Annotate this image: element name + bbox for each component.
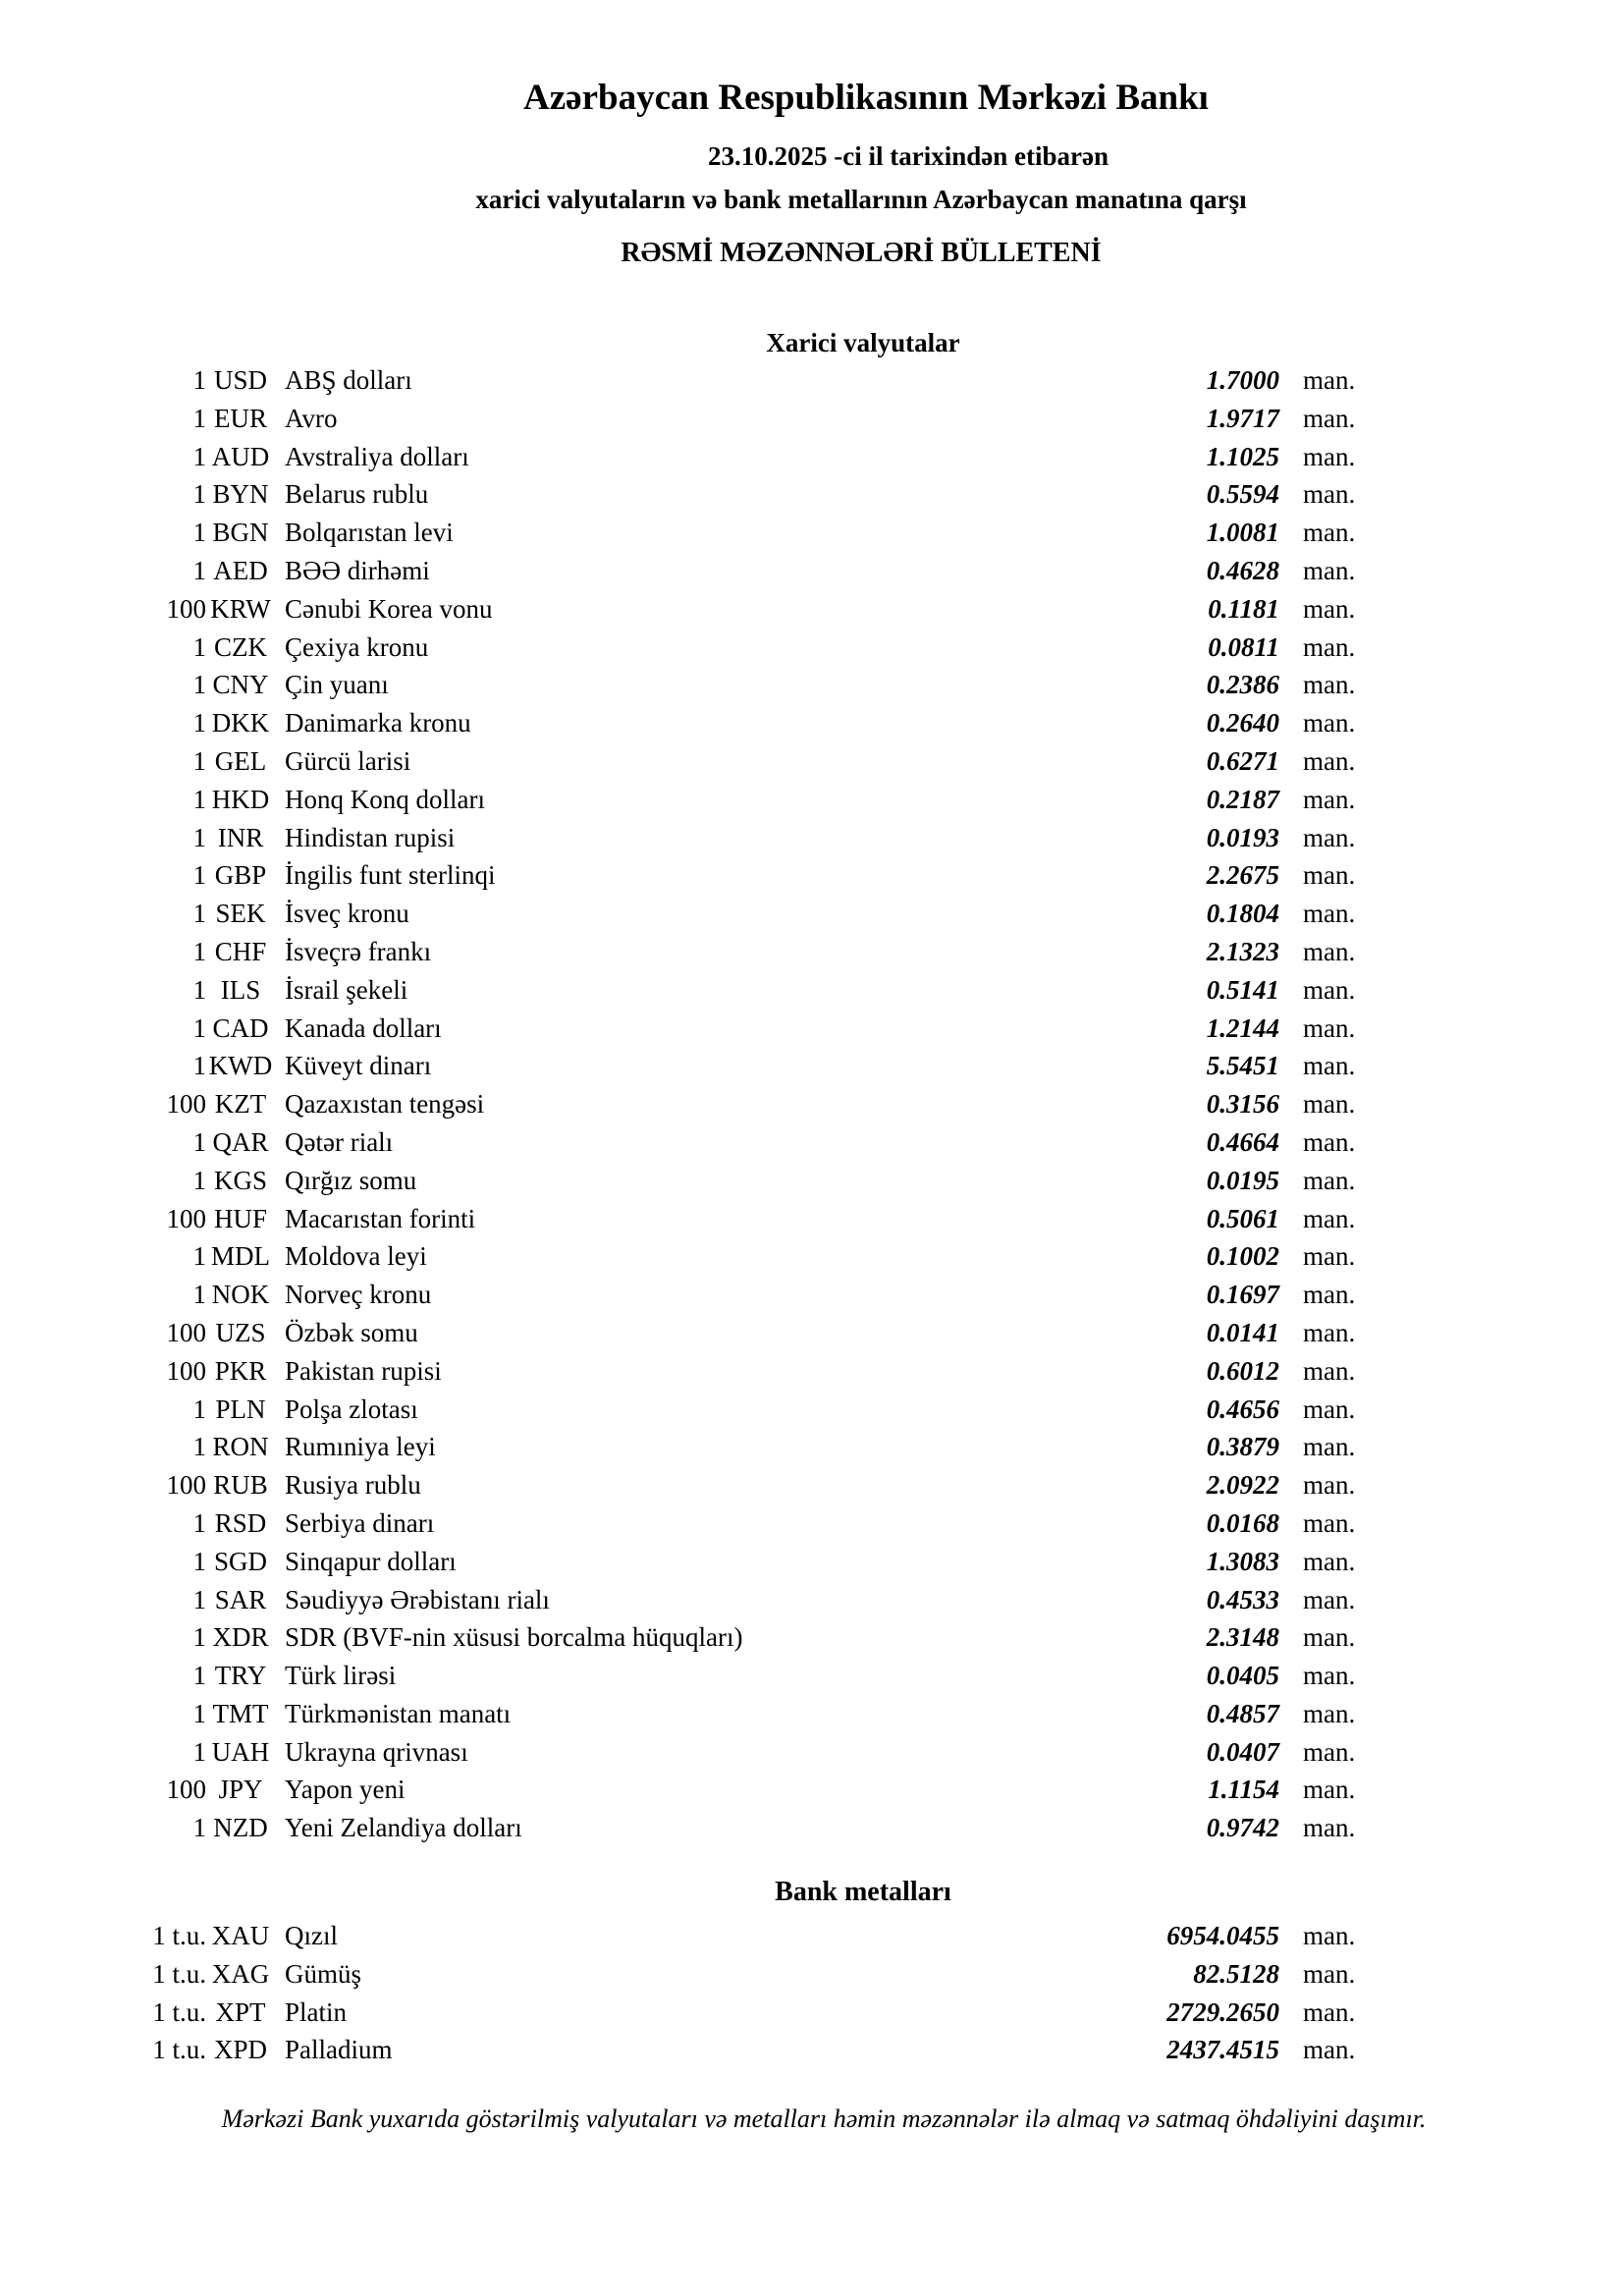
name-cell: İsrail şekeli <box>285 974 408 1005</box>
qty-cell: 1 <box>192 784 206 814</box>
qty-cell: 1 t.u. <box>152 1996 206 2027</box>
rate-cell: 0.6271 <box>1206 745 1279 776</box>
rate-cell: 0.4857 <box>1206 1698 1279 1728</box>
qty-cell: 1 <box>192 1241 206 1272</box>
table-row <box>0 1200 1365 1238</box>
code-cell: RSD <box>214 1507 267 1538</box>
currency-table <box>0 361 1365 1847</box>
code-cell: EUR <box>214 403 267 433</box>
table-row <box>0 1733 1365 1772</box>
code-cell: SAR <box>214 1584 267 1614</box>
unit-cell: man. <box>1303 1775 1356 1805</box>
name-cell: Gürcü larisi <box>285 745 411 776</box>
table-row <box>0 971 1365 1010</box>
qty-cell: 1 t.u. <box>152 1958 206 1989</box>
rate-cell: 1.1025 <box>1206 441 1279 471</box>
qty-cell: 1 <box>192 822 206 852</box>
qty-cell: 1 <box>192 1432 206 1462</box>
name-cell: Platin <box>285 1996 348 2027</box>
rate-cell: 0.1697 <box>1206 1280 1279 1310</box>
unit-cell: man. <box>1303 1051 1356 1081</box>
qty-cell: 1 <box>192 1661 206 1691</box>
effective-date-line: 23.10.2025 -ci il tarixindən etibarən <box>708 141 1109 171</box>
qty-cell: 1 <box>192 899 206 929</box>
unit-cell: man. <box>1303 899 1356 929</box>
code-cell: BGN <box>212 518 269 548</box>
qty-cell: 1 <box>192 1051 206 1081</box>
code-cell: TMT <box>212 1698 269 1728</box>
table-row <box>0 1581 1365 1619</box>
name-cell: Bolqarıstan levi <box>285 518 454 548</box>
rate-cell: 6954.0455 <box>1166 1921 1279 1950</box>
name-cell: Yeni Zelandiya dolları <box>285 1813 522 1843</box>
rate-cell: 2.0922 <box>1206 1470 1279 1501</box>
unit-cell: man. <box>1303 1661 1356 1691</box>
rate-cell: 82.5128 <box>1193 1958 1279 1989</box>
rate-cell: 0.4628 <box>1206 555 1279 585</box>
qty-cell: 1 <box>192 860 206 891</box>
code-cell: AED <box>213 555 268 585</box>
unit-cell: man. <box>1303 1280 1356 1310</box>
qty-cell: 1 <box>192 1584 206 1614</box>
unit-cell: man. <box>1303 1317 1356 1347</box>
name-cell: Moldova leyi <box>285 1241 427 1272</box>
rate-cell: 0.4533 <box>1206 1584 1279 1614</box>
qty-cell: 1 <box>192 1698 206 1728</box>
table-row <box>0 1543 1365 1581</box>
rate-cell: 2.2675 <box>1206 860 1279 891</box>
name-cell: İsveçrə frankı <box>285 936 432 966</box>
name-cell: Avro <box>285 403 338 433</box>
unit-cell: man. <box>1303 1203 1356 1233</box>
qty-cell: 1 <box>192 1507 206 1538</box>
name-cell: Yapon yeni <box>285 1775 406 1805</box>
qty-cell: 1 <box>192 1165 206 1195</box>
qty-cell: 1 <box>192 974 206 1005</box>
code-cell: GEL <box>214 745 267 776</box>
code-cell: SEK <box>215 899 266 929</box>
qty-cell: 1 <box>192 365 206 395</box>
qty-cell: 100 <box>166 593 206 624</box>
table-row <box>0 1123 1365 1162</box>
rate-cell: 2.1323 <box>1206 936 1279 966</box>
rate-cell: 0.1804 <box>1206 899 1279 929</box>
qty-cell: 1 <box>192 555 206 585</box>
unit-cell: man. <box>1303 1622 1356 1653</box>
qty-cell: 1 t.u. <box>152 2035 206 2065</box>
name-cell: Rusiya rublu <box>285 1470 421 1501</box>
unit-cell: man. <box>1303 1126 1356 1157</box>
code-cell: KGS <box>213 1165 267 1195</box>
code-cell: KWD <box>208 1051 273 1081</box>
rate-cell: 0.2640 <box>1206 708 1279 738</box>
qty-cell: 100 <box>166 1775 206 1805</box>
qty-cell: 100 <box>166 1470 206 1501</box>
table-row <box>0 514 1365 552</box>
code-cell: UAH <box>211 1736 270 1767</box>
table-row <box>0 1047 1365 1085</box>
name-cell: Macarıstan forinti <box>285 1203 476 1233</box>
rate-cell: 0.9742 <box>1206 1813 1279 1843</box>
unit-cell: man. <box>1303 1736 1356 1767</box>
code-cell: MDL <box>211 1241 270 1272</box>
qty-cell: 1 <box>192 1280 206 1310</box>
code-cell: RON <box>212 1432 269 1462</box>
table-row <box>0 933 1365 971</box>
name-cell: Kanada dolları <box>285 1012 442 1043</box>
table-row <box>0 666 1365 704</box>
table-row <box>0 1237 1365 1276</box>
qty-cell: 1 <box>192 479 206 510</box>
table-row <box>0 1695 1365 1733</box>
name-cell: Rumıniya leyi <box>285 1432 436 1462</box>
rate-cell: 0.1181 <box>1208 593 1279 624</box>
table-row <box>0 629 1365 667</box>
unit-cell: man. <box>1303 708 1356 738</box>
code-cell: INR <box>217 822 264 852</box>
name-cell: Hindistan rupisi <box>285 822 456 852</box>
code-cell: NZD <box>213 1813 268 1843</box>
table-row <box>0 552 1365 590</box>
table-row <box>0 1314 1365 1352</box>
table-row <box>0 400 1365 438</box>
table-row <box>0 1657 1365 1695</box>
unit-cell: man. <box>1303 479 1356 510</box>
code-cell: XAG <box>211 1958 270 1989</box>
name-cell: Türk lirəsi <box>285 1661 397 1691</box>
code-cell: TRY <box>214 1661 267 1691</box>
name-cell: Palladium <box>285 2035 393 2065</box>
table-row <box>0 2031 1365 2069</box>
unit-cell: man. <box>1303 403 1356 433</box>
table-row <box>0 742 1365 781</box>
table-row <box>0 1917 1365 1955</box>
rate-cell: 0.5594 <box>1206 479 1279 510</box>
code-cell: UZS <box>215 1317 266 1347</box>
unit-cell: man. <box>1303 1012 1356 1043</box>
unit-cell: man. <box>1303 670 1356 700</box>
table-row <box>0 1618 1365 1657</box>
table-row <box>0 1162 1365 1200</box>
qty-cell: 1 <box>192 1394 206 1424</box>
unit-cell: man. <box>1303 1432 1356 1462</box>
qty-cell: 1 <box>192 1736 206 1767</box>
unit-cell: man. <box>1303 555 1356 585</box>
code-cell: ILS <box>220 974 261 1005</box>
unit-cell: man. <box>1303 365 1356 395</box>
unit-cell: man. <box>1303 860 1356 891</box>
rate-cell: 0.3879 <box>1206 1432 1279 1462</box>
unit-cell: man. <box>1303 518 1356 548</box>
code-cell: CZK <box>214 631 267 662</box>
qty-cell: 1 <box>192 936 206 966</box>
name-cell: Serbiya dinarı <box>285 1507 435 1538</box>
rate-cell: 0.6012 <box>1206 1355 1279 1386</box>
name-cell: Türkmənistan manatı <box>285 1698 512 1728</box>
unit-cell: man. <box>1303 1996 1356 2027</box>
qty-cell: 1 t.u. <box>152 1921 206 1950</box>
table-row <box>0 781 1365 819</box>
unit-cell: man. <box>1303 2035 1356 2065</box>
unit-cell: man. <box>1303 1698 1356 1728</box>
section-title-metals: Bank metalları <box>775 1877 951 1907</box>
name-cell: Polşa zlotası <box>285 1394 418 1424</box>
table-row <box>0 819 1365 857</box>
table-row <box>0 1391 1365 1429</box>
rate-cell: 5.5451 <box>1206 1051 1279 1081</box>
table-row <box>0 1352 1365 1391</box>
code-cell: PKR <box>214 1355 267 1386</box>
name-cell: ABŞ dolları <box>285 365 412 395</box>
code-cell: CAD <box>212 1012 269 1043</box>
name-cell: Danimarka kronu <box>285 708 471 738</box>
code-cell: KZT <box>214 1089 267 1120</box>
qty-cell: 100 <box>166 1355 206 1386</box>
name-cell: Cənubi Korea vonu <box>285 593 493 624</box>
unit-cell: man. <box>1303 593 1356 624</box>
rate-cell: 1.0081 <box>1206 518 1279 548</box>
code-cell: XDR <box>212 1622 269 1653</box>
unit-cell: man. <box>1303 1584 1356 1614</box>
code-cell: HKD <box>211 784 270 814</box>
metals-table <box>0 1917 1365 2069</box>
name-cell: Gümüş <box>285 1958 362 1989</box>
unit-cell: man. <box>1303 1470 1356 1501</box>
table-row <box>0 475 1365 514</box>
page-title: Azərbaycan Respublikasının Mərkəzi Bankı <box>523 78 1209 118</box>
unit-cell: man. <box>1303 1241 1356 1272</box>
qty-cell: 1 <box>192 1622 206 1653</box>
unit-cell: man. <box>1303 441 1356 471</box>
code-cell: CNY <box>212 670 269 700</box>
code-cell: XPT <box>215 1996 266 2027</box>
qty-cell: 1 <box>192 631 206 662</box>
unit-cell: man. <box>1303 1089 1356 1120</box>
code-cell: XPD <box>213 2035 267 2065</box>
name-cell: Ukrayna qrivnası <box>285 1736 468 1767</box>
table-row <box>0 438 1365 476</box>
obligation-note: Mərkəzi Bank yuxarıda göstərilmiş valyutaları və metalları həmin məzənnələr ilə almaq və satmaq öhdəliyini daşımır. <box>221 2105 1427 2133</box>
name-cell: Küveyt dinarı <box>285 1051 432 1081</box>
table-row <box>0 856 1365 895</box>
name-cell: Səudiyyə Ərəbistanı rialı <box>285 1584 550 1614</box>
rate-cell: 0.0405 <box>1206 1661 1279 1691</box>
qty-cell: 1 <box>192 1813 206 1843</box>
rate-cell: 1.7000 <box>1206 365 1279 395</box>
unit-cell: man. <box>1303 1921 1356 1950</box>
code-cell: PLN <box>215 1394 266 1424</box>
unit-cell: man. <box>1303 1355 1356 1386</box>
name-cell: Honq Konq dolları <box>285 784 485 814</box>
code-cell: JPY <box>218 1775 263 1805</box>
qty-cell: 1 <box>192 1126 206 1157</box>
rate-cell: 0.0168 <box>1206 1507 1279 1538</box>
name-cell: Çin yuanı <box>285 670 389 700</box>
rate-cell: 2729.2650 <box>1166 1996 1279 2027</box>
qty-cell: 1 <box>192 708 206 738</box>
unit-cell: man. <box>1303 974 1356 1005</box>
rate-cell: 2.3148 <box>1206 1622 1279 1653</box>
code-cell: SGD <box>213 1546 267 1576</box>
unit-cell: man. <box>1303 1165 1356 1195</box>
qty-cell: 1 <box>192 1012 206 1043</box>
name-cell: Qızıl <box>285 1921 338 1950</box>
table-row <box>0 590 1365 629</box>
rate-cell: 0.5141 <box>1206 974 1279 1005</box>
table-row <box>0 1809 1365 1847</box>
name-cell: SDR (BVF-nin xüsusi borcalma hüquqları) <box>285 1622 743 1653</box>
table-row <box>0 1504 1365 1543</box>
table-row <box>0 895 1365 933</box>
code-cell: RUB <box>213 1470 268 1501</box>
table-row <box>0 1276 1365 1314</box>
code-cell: XAU <box>211 1921 270 1950</box>
table-row <box>0 1428 1365 1466</box>
rate-cell: 1.2144 <box>1206 1012 1279 1043</box>
rate-cell: 0.0141 <box>1206 1317 1279 1347</box>
table-row <box>0 1771 1365 1809</box>
qty-cell: 100 <box>166 1089 206 1120</box>
rate-cell: 0.5061 <box>1206 1203 1279 1233</box>
rate-cell: 0.1002 <box>1206 1241 1279 1272</box>
rate-cell: 0.0195 <box>1206 1165 1279 1195</box>
qty-cell: 100 <box>166 1203 206 1233</box>
name-cell: Norveç kronu <box>285 1280 432 1310</box>
table-row <box>0 1010 1365 1048</box>
qty-cell: 1 <box>192 441 206 471</box>
table-row <box>0 1085 1365 1123</box>
code-cell: DKK <box>211 708 270 738</box>
code-cell: USD <box>213 365 267 395</box>
name-cell: Sinqapur dolları <box>285 1546 457 1576</box>
rate-cell: 0.3156 <box>1206 1089 1279 1120</box>
subtitle: xarici valyutaların və bank metallarının Azərbaycan manatına qarşı <box>475 185 1247 214</box>
qty-cell: 100 <box>166 1317 206 1347</box>
rate-cell: 0.4656 <box>1206 1394 1279 1424</box>
unit-cell: man. <box>1303 1813 1356 1843</box>
name-cell: Pakistan rupisi <box>285 1355 442 1386</box>
code-cell: GBP <box>214 860 267 891</box>
code-cell: QAR <box>212 1126 269 1157</box>
qty-cell: 1 <box>192 518 206 548</box>
rate-cell: 0.0193 <box>1206 822 1279 852</box>
unit-cell: man. <box>1303 822 1356 852</box>
unit-cell: man. <box>1303 1507 1356 1538</box>
section-title-currencies: Xarici valyutalar <box>766 328 960 357</box>
rate-cell: 2437.4515 <box>1166 2035 1279 2065</box>
unit-cell: man. <box>1303 936 1356 966</box>
name-cell: Qırğız somu <box>285 1165 417 1195</box>
name-cell: Belarus rublu <box>285 479 429 510</box>
unit-cell: man. <box>1303 745 1356 776</box>
table-row <box>0 1994 1365 2032</box>
code-cell: KRW <box>210 593 271 624</box>
table-row <box>0 704 1365 742</box>
name-cell: İngilis funt sterlinqi <box>285 860 496 891</box>
name-cell: BƏƏ dirhəmi <box>285 555 430 585</box>
unit-cell: man. <box>1303 1394 1356 1424</box>
unit-cell: man. <box>1303 1958 1356 1989</box>
name-cell: Özbək somu <box>285 1317 418 1347</box>
code-cell: AUD <box>211 441 270 471</box>
rate-cell: 0.2386 <box>1206 670 1279 700</box>
name-cell: Çexiya kronu <box>285 631 429 662</box>
qty-cell: 1 <box>192 1546 206 1576</box>
unit-cell: man. <box>1303 784 1356 814</box>
rate-cell: 1.3083 <box>1206 1546 1279 1576</box>
rate-cell: 0.0407 <box>1206 1736 1279 1767</box>
rate-cell: 0.0811 <box>1208 631 1279 662</box>
code-cell: HUF <box>213 1203 267 1233</box>
unit-cell: man. <box>1303 1546 1356 1576</box>
name-cell: Avstraliya dolları <box>285 441 469 471</box>
qty-cell: 1 <box>192 745 206 776</box>
table-row <box>0 1955 1365 1994</box>
rate-cell: 1.9717 <box>1206 403 1279 433</box>
bulletin-title: RƏSMİ MƏZƏNNƏLƏRİ BÜLLETENİ <box>621 238 1102 268</box>
rate-cell: 0.4664 <box>1206 1126 1279 1157</box>
name-cell: Qazaxıstan tengəsi <box>285 1089 485 1120</box>
code-cell: NOK <box>211 1280 270 1310</box>
unit-cell: man. <box>1303 631 1356 662</box>
name-cell: İsveç kronu <box>285 899 409 929</box>
rate-cell: 1.1154 <box>1208 1775 1279 1805</box>
name-cell: Qətər rialı <box>285 1126 394 1157</box>
code-cell: BYN <box>212 479 269 510</box>
qty-cell: 1 <box>192 403 206 433</box>
table-row <box>0 361 1365 400</box>
rate-cell: 0.2187 <box>1206 784 1279 814</box>
qty-cell: 1 <box>192 670 206 700</box>
code-cell: CHF <box>214 936 267 966</box>
table-row <box>0 1466 1365 1504</box>
